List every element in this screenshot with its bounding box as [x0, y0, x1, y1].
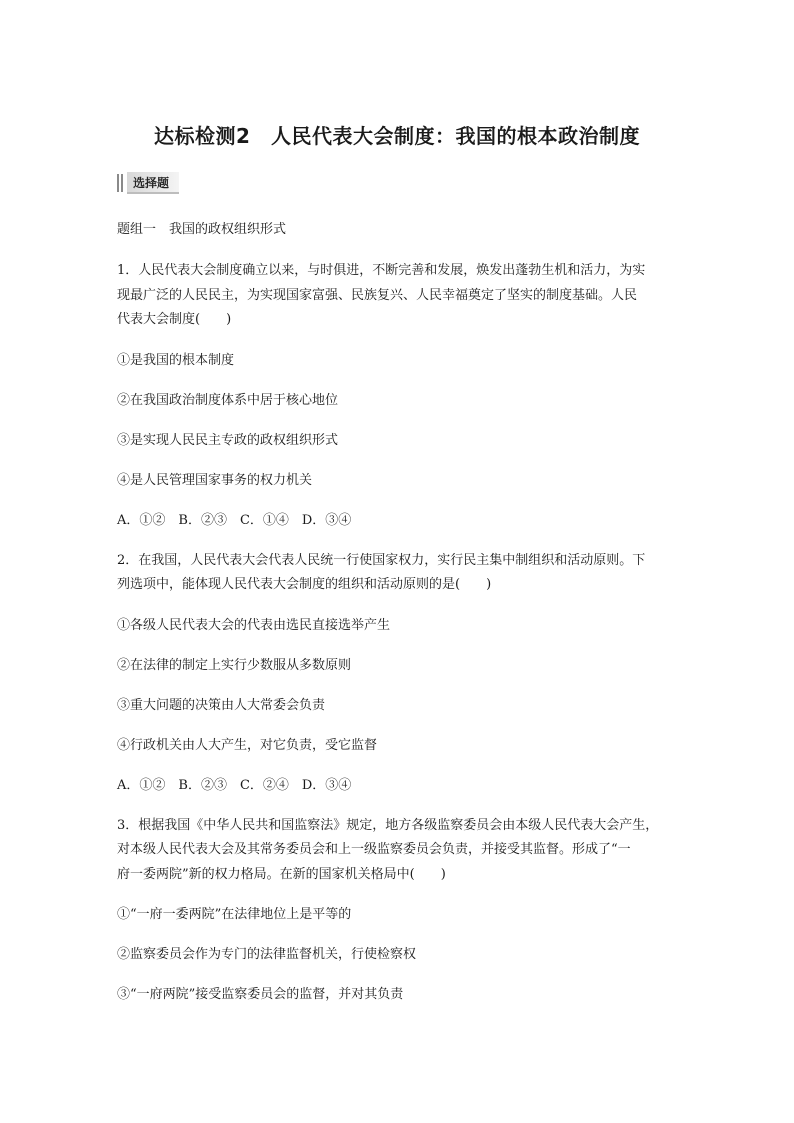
question-stem: [117, 814, 683, 888]
answer-choices: A．①② B．②③ C．②④ D．③④: [117, 777, 352, 793]
question-2: [117, 549, 683, 798]
stem-line: 列选项中，能体现人民代表大会制度的组织和活动原则的是( ): [117, 577, 492, 592]
stem-line: 对本级人民代表大会及其常务委员会和上一级监察委员会负责，并接受其监督。形成了“一: [117, 842, 631, 857]
option-item: ③是实现人民民主专政的政权组织形式: [117, 432, 339, 448]
option-item: ①是我国的根本制度: [117, 352, 235, 368]
question-stem: [117, 549, 683, 598]
stem-line: 现最广泛的人民民主，为实现国家富强、民族复兴、人民幸福奠定了坚实的制度基础。人民: [117, 287, 638, 303]
group-heading: 题组一 我国的政权组织形式: [117, 222, 287, 237]
stem-line: 3．根据我国《中华人民共和国监察法》规定，地方各级监察委员会由本级人民代表大会产生，: [117, 817, 659, 833]
option-item: ④是人民管理国家事务的权力机关: [117, 472, 313, 488]
question-content: [117, 218, 683, 1007]
option-item: ①各级人民代表大会的代表由选民直接选举产生: [117, 617, 391, 633]
stem-line: 2．在我国，人民代表大会代表人民统一行使国家权力，实行民主集中制组织和活动原则。下: [117, 552, 646, 568]
option-item: ③重大问题的决策由人大常委会负责: [117, 697, 326, 713]
section-label: 选择题: [127, 172, 179, 194]
stem-line: 代表大会制度( ): [117, 312, 232, 327]
section-tag: [117, 172, 185, 194]
option-item: ③“一府两院”接受监察委员会的监督，并对其负责: [117, 987, 404, 1002]
option-item: ②在我国政治制度体系中居于核心地位: [117, 392, 339, 408]
answer-choices: A．①② B．②③ C．①④ D．③④: [117, 512, 352, 528]
stem-line: 府一委两院”新的权力格局。在新的国家机关格局中( ): [117, 866, 446, 882]
option-item: ①“一府一委两院”在法律地位上是平等的: [117, 907, 352, 922]
page-title: 达标检测2 人民代表大会制度：我国的根本政治制度: [154, 124, 640, 148]
question-1: [117, 259, 683, 533]
option-item: ④行政机关由人大产生，对它负责，受它监督: [117, 737, 378, 753]
option-item: ②监察委员会作为专门的法律监督机关，行使检察权: [117, 947, 417, 962]
question-stem: [117, 259, 683, 333]
stem-line: 1．人民代表大会制度确立以来，与时俱进，不断完善和发展，焕发出蓬勃生机和活力，为实: [117, 263, 646, 278]
section-tag-bars-icon: [117, 174, 123, 192]
question-3: [117, 814, 683, 1008]
option-item: ②在法律的制定上实行少数服从多数原则: [117, 657, 352, 673]
